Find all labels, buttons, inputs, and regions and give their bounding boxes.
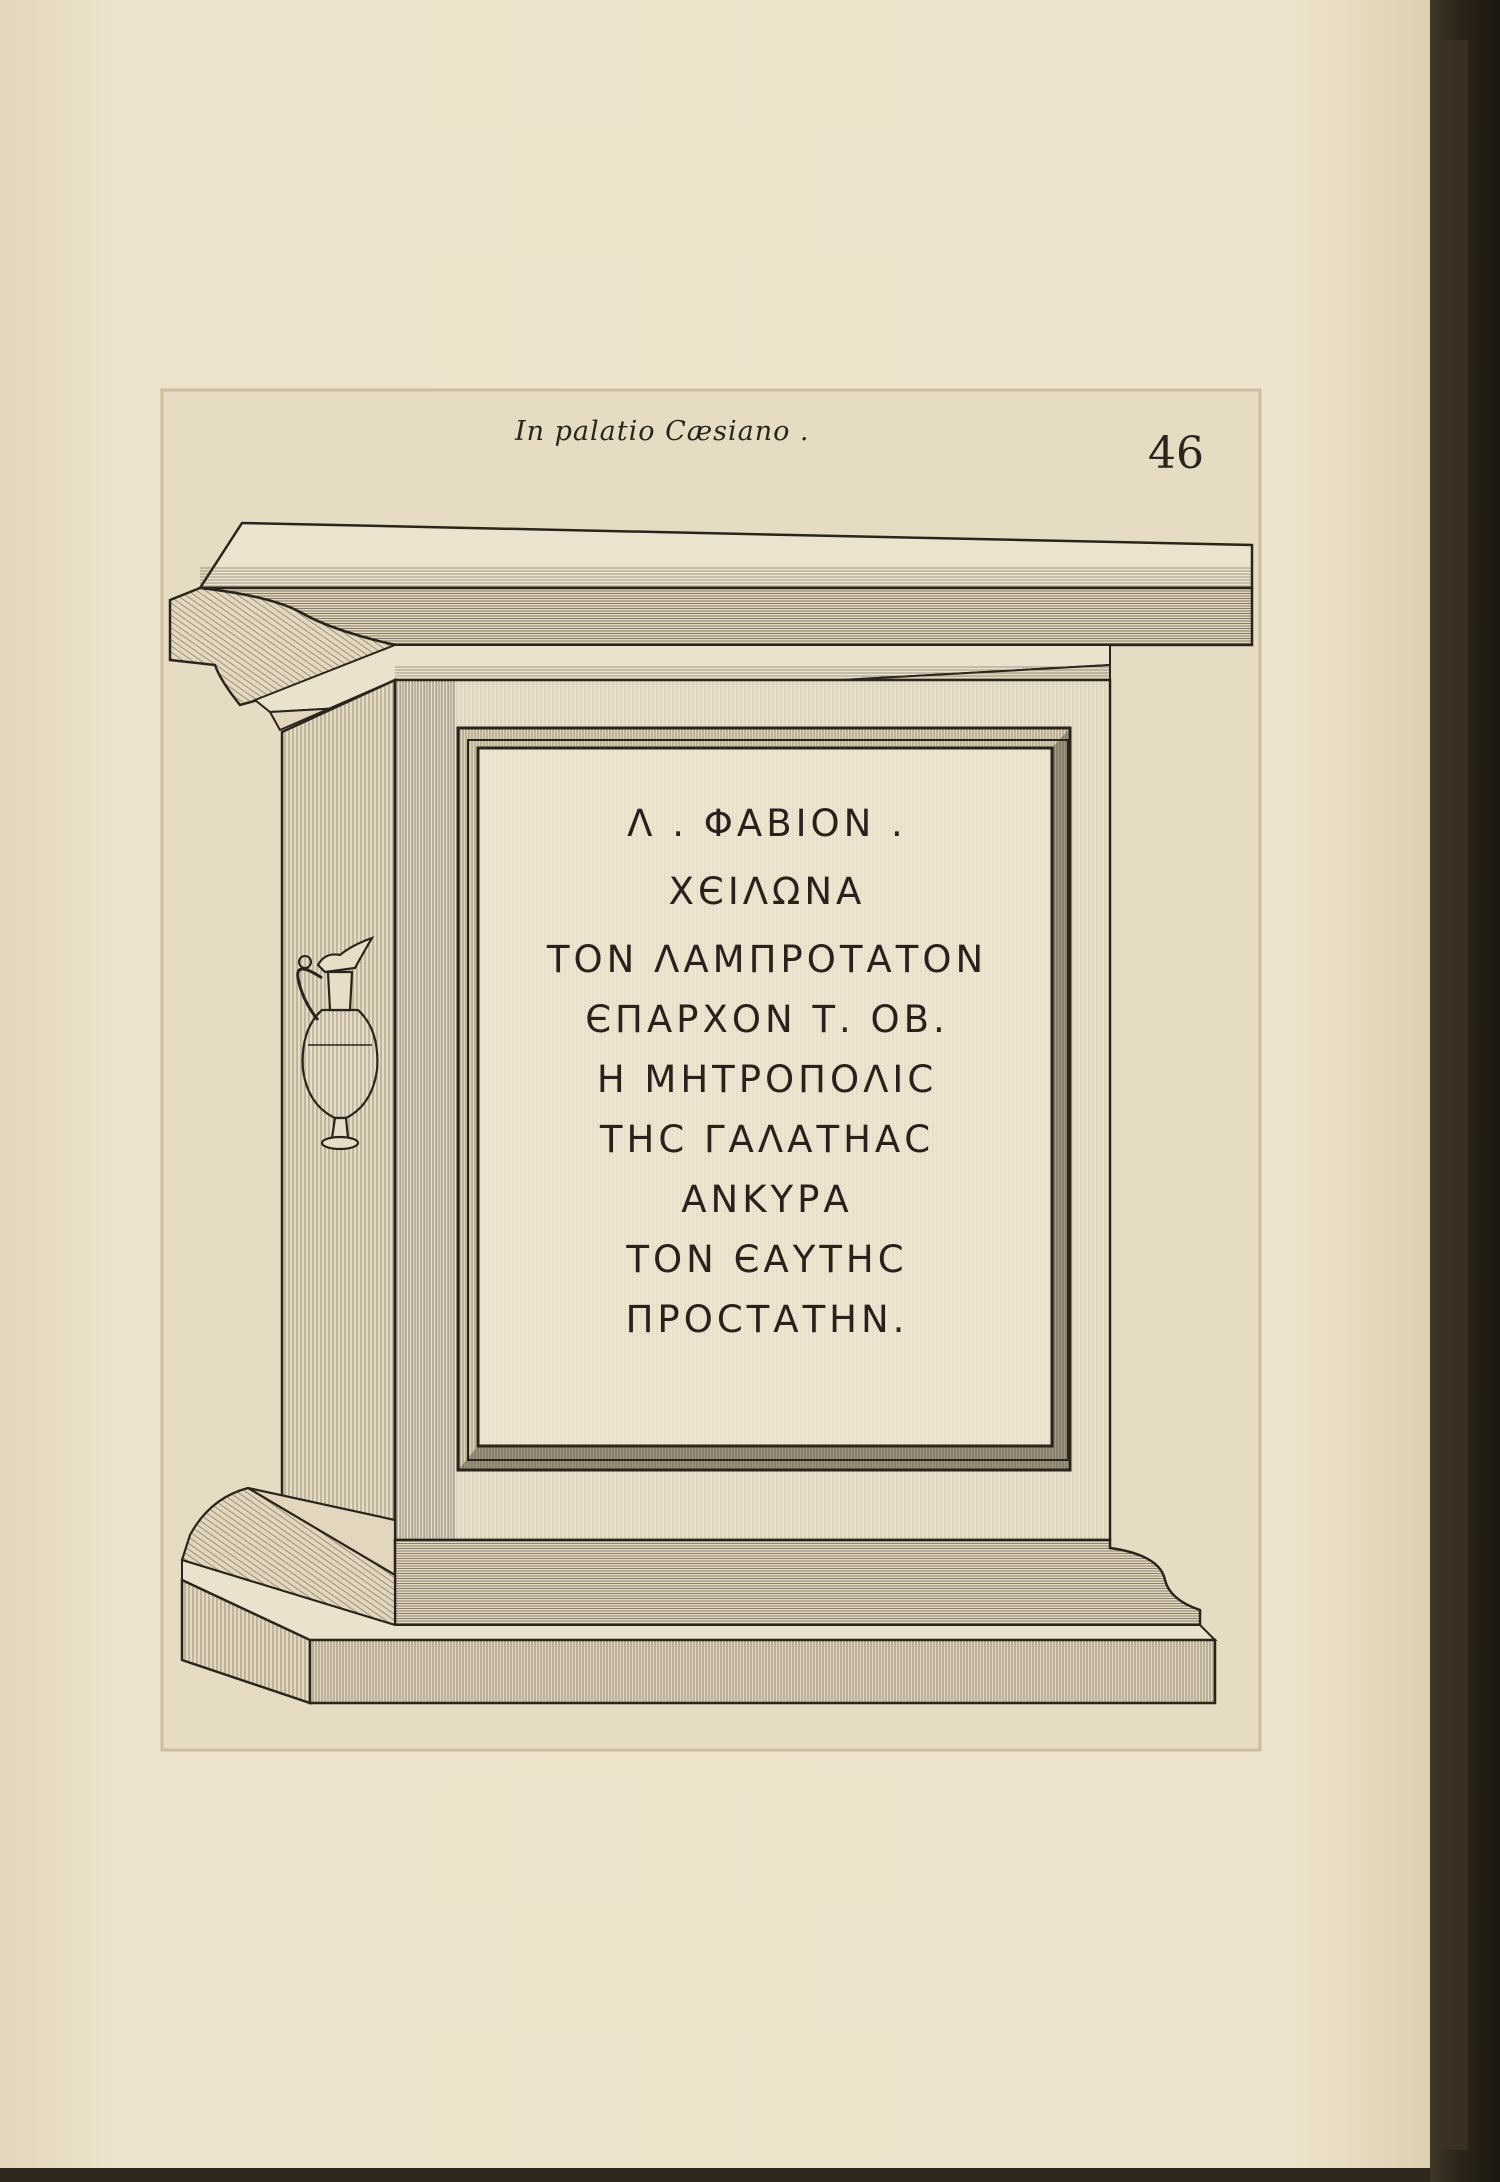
plate-header: In palatio Cæsiano . [515, 416, 810, 447]
inscription-line: ΑΝΚΥΡΑ [681, 1178, 853, 1221]
inscription-line: ЄΠΑΡΧΟΝ Τ. ΟΒ. [585, 998, 949, 1041]
inscription-text [482, 752, 1052, 1452]
plate-number: 46 [1148, 428, 1204, 479]
inscription-line: ΤΟΝ ΛΑΜΠΡΟΤΑΤΟΝ [546, 938, 988, 981]
inscription-line: ΠΡΟCΤΑΤΗΝ. [625, 1298, 909, 1341]
inscription-line: Η ΜΗΤΡΟΠΟΛΙC [596, 1058, 938, 1101]
inscription-line: ΤΟΝ ЄΑΥΤΗC [626, 1238, 908, 1281]
inscription-line: Λ . ΦΑΒΙΟΝ . [627, 802, 907, 845]
inscription-line: ΤΗC ΓΑΛΑΤΗΑC [599, 1118, 935, 1161]
inscription-line: ΧЄΙΛΩΝΑ [668, 870, 866, 913]
